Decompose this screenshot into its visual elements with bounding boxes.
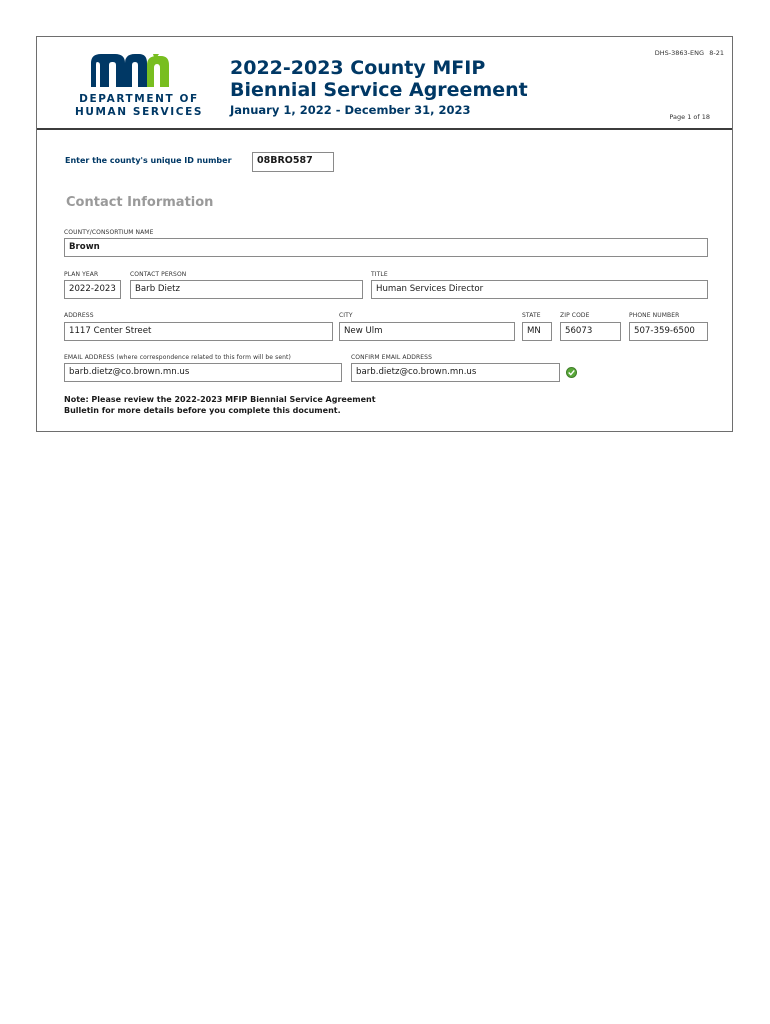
- checkmark-icon: [566, 367, 577, 378]
- form-revision-date: 8-21: [709, 49, 724, 57]
- phone-input[interactable]: 507-359-6500: [629, 322, 708, 341]
- org-name-line1: DEPARTMENT OF: [79, 93, 199, 105]
- title-line1: 2022-2023 County MFIP: [230, 57, 486, 79]
- contact-person-label: CONTACT PERSON: [130, 271, 187, 278]
- mn-logo-icon: [89, 51, 189, 91]
- title-line2: Biennial Service Agreement: [230, 79, 528, 101]
- form-code: DHS-3863-ENG: [654, 49, 704, 57]
- org-name-line2: HUMAN SERVICES: [74, 106, 204, 118]
- plan-year-label: PLAN YEAR: [64, 271, 99, 278]
- email-input[interactable]: barb.dietz@co.brown.mn.us: [64, 363, 342, 382]
- state-label: STATE: [522, 312, 541, 319]
- plan-year-input[interactable]: 2022-2023: [64, 280, 121, 299]
- contact-person-input[interactable]: Barb Dietz: [130, 280, 363, 299]
- review-note: [64, 394, 376, 416]
- review-note-line1: Note: Please review the 2022-2023 MFIP Biennial Service Agreement: [64, 395, 376, 404]
- title-input[interactable]: Human Services Director: [371, 280, 708, 299]
- confirm-email-label: CONFIRM EMAIL ADDRESS: [351, 354, 432, 361]
- county-id-label: Enter the county's unique ID number: [65, 156, 232, 165]
- review-note-line2: Bulletin for more details before you complete this document.: [64, 406, 341, 415]
- title-label: TITLE: [371, 271, 388, 278]
- phone-label: PHONE NUMBER: [629, 312, 680, 319]
- form-page: [36, 36, 733, 432]
- page-title: [230, 57, 528, 101]
- page-subtitle: January 1, 2022 - December 31, 2023: [230, 103, 471, 117]
- dhs-logo: [59, 51, 219, 121]
- section-title-contact: Contact Information: [66, 195, 214, 210]
- address-label: ADDRESS: [64, 312, 94, 319]
- address-input[interactable]: 1117 Center Street: [64, 322, 333, 341]
- city-label: CITY: [339, 312, 353, 319]
- zip-code-input[interactable]: 56073: [560, 322, 621, 341]
- zip-code-label: ZIP CODE: [560, 312, 590, 319]
- city-input[interactable]: New Ulm: [339, 322, 515, 341]
- county-id-input[interactable]: 08BRO587: [252, 152, 334, 172]
- county-name-input[interactable]: Brown: [64, 238, 708, 257]
- state-input[interactable]: MN: [522, 322, 552, 341]
- header-divider: [37, 128, 732, 130]
- county-name-label: COUNTY/CONSORTIUM NAME: [64, 229, 154, 236]
- page-number: Page 1 of 18: [669, 113, 710, 121]
- email-label: EMAIL ADDRESS (where correspondence related to this form will be sent): [64, 354, 291, 361]
- confirm-email-input[interactable]: barb.dietz@co.brown.mn.us: [351, 363, 560, 382]
